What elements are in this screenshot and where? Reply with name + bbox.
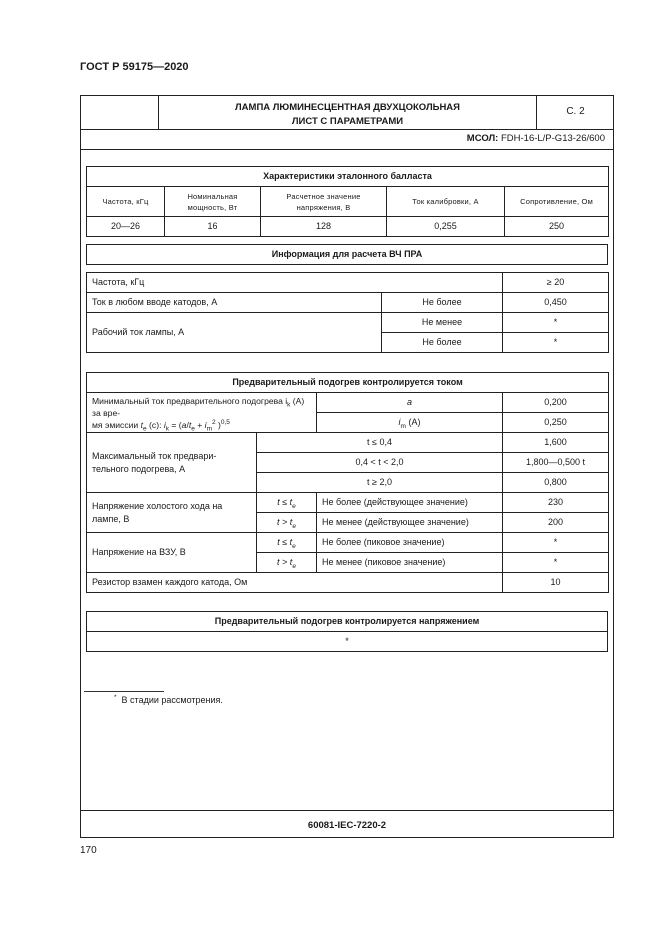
hf-heading: Информация для расчета ВЧ ПРА	[87, 245, 608, 265]
ocv-description: Не более (действующее значение)	[317, 493, 503, 513]
document-code: 60081-IEC-7220-2	[307, 820, 387, 831]
ocv-description: Не менее (действующее значение)	[317, 513, 503, 533]
title-line-1: ЛАМПА ЛЮМИНЕСЦЕНТНАЯ ДВУХЦОКОЛЬНАЯ	[235, 102, 460, 113]
hf-working-condition-max: Не более	[382, 333, 503, 353]
ballast-value-resistance: 250	[505, 217, 609, 237]
ballast-table	[86, 166, 609, 237]
resistor-label: Резистор взамен каждого катода, Ом	[87, 573, 503, 593]
hf-working-current-label: Рабочий ток лампы, А	[87, 313, 382, 353]
resistor-value: 10	[503, 573, 609, 593]
hf-frequency-label: Частота, кГц	[87, 273, 503, 293]
max-preheat-condition: t ≤ 0,4	[257, 433, 503, 453]
hf-cathode-value: 0,450	[503, 293, 609, 313]
max-preheat-condition: 0,4 < t < 2,0	[257, 453, 503, 473]
ballast-header-frequency: Частота, кГц	[87, 187, 165, 217]
sheet-number: С. 2	[566, 106, 585, 117]
min-preheat-symbol-im: $i_m$ (А)	[317, 413, 503, 433]
hf-working-value-min: *	[503, 313, 609, 333]
footnote-text: В стадии рассмотрения.	[121, 695, 223, 705]
ballast-value-power: 16	[165, 217, 261, 237]
ballast-header-power: Номинальная мощность, Вт	[165, 187, 261, 217]
current-preheat-table	[86, 372, 609, 593]
ballast-value-frequency: 20—26	[87, 217, 165, 237]
hf-working-value-max: *	[503, 333, 609, 353]
hf-table	[86, 272, 609, 353]
vzu-label: Напряжение на ВЗУ, В	[87, 533, 257, 573]
current-preheat-heading: Предварительный подогрев контролируется током	[87, 373, 609, 393]
min-preheat-symbol-a: a	[317, 393, 503, 413]
max-preheat-label: Максимальный ток предвари-тельного подогрева, А	[87, 433, 257, 493]
max-preheat-condition: t ≥ 2,0	[257, 473, 503, 493]
vzu-value: *	[503, 553, 609, 573]
hf-cathode-condition: Не более	[382, 293, 503, 313]
msol-value: FDH-16-L/P-G13-26/600	[500, 133, 605, 144]
vzu-condition: $t > t_e$	[257, 553, 317, 573]
ballast-value-voltage: 128	[261, 217, 387, 237]
ocv-value: 200	[503, 513, 609, 533]
page-number: 170	[80, 845, 97, 856]
max-preheat-value: 0,800	[503, 473, 609, 493]
footnote-divider	[84, 691, 164, 692]
sheet-title	[159, 101, 536, 129]
hf-heading-table	[86, 244, 608, 265]
vzu-description: Не более (пиковое значение)	[317, 533, 503, 553]
ballast-heading: Характеристики эталонного балласта	[87, 167, 609, 187]
parameter-sheet-frame	[80, 95, 614, 838]
max-preheat-value: 1,800—0,500 t	[503, 453, 609, 473]
msol-label: МСОЛ:	[466, 133, 499, 144]
vzu-description: Не менее (пиковое значение)	[317, 553, 503, 573]
voltage-preheat-heading: Предварительный подогрев контролируется напряжением	[87, 612, 608, 632]
ballast-value-current: 0,255	[387, 217, 505, 237]
hf-frequency-value: ≥ 20	[503, 273, 609, 293]
vzu-value: *	[503, 533, 609, 553]
ocv-label: Напряжение холостого хода на лампе, В	[87, 493, 257, 533]
vzu-condition: $t \le t_e$	[257, 533, 317, 553]
hf-cathode-label: Ток в любом вводе катодов, А	[87, 293, 382, 313]
standard-number: ГОСТ Р 59175—2020	[80, 61, 189, 73]
ballast-header-resistance: Сопротивление, Ом	[505, 187, 609, 217]
ocv-value: 230	[503, 493, 609, 513]
voltage-preheat-value: *	[87, 632, 608, 652]
ocv-condition: $t > t_e$	[257, 513, 317, 533]
voltage-preheat-table	[86, 611, 608, 652]
hf-working-condition-min: Не менее	[382, 313, 503, 333]
min-preheat-value-im: 0,250	[503, 413, 609, 433]
ocv-condition: $t \le t_e$	[257, 493, 317, 513]
footnote-mark: *	[114, 694, 117, 701]
min-preheat-value-a: 0,200	[503, 393, 609, 413]
ballast-header-current: Ток калибровки, А	[387, 187, 505, 217]
msol-designation	[467, 133, 605, 144]
min-preheat-label: Минимальный ток предварительного подогрева $i_k$ (А) за вре- мя эмиссии $t_e$ (с): $i_k = (a/t_e + i_m^2$ )$^{0,5}$	[87, 393, 317, 433]
title-line-2: ЛИСТ С ПАРАМЕТРАМИ	[291, 116, 404, 127]
footnote	[114, 695, 223, 705]
max-preheat-value: 1,600	[503, 433, 609, 453]
ballast-header-voltage: Расчетное значение напряжения, В	[261, 187, 387, 217]
